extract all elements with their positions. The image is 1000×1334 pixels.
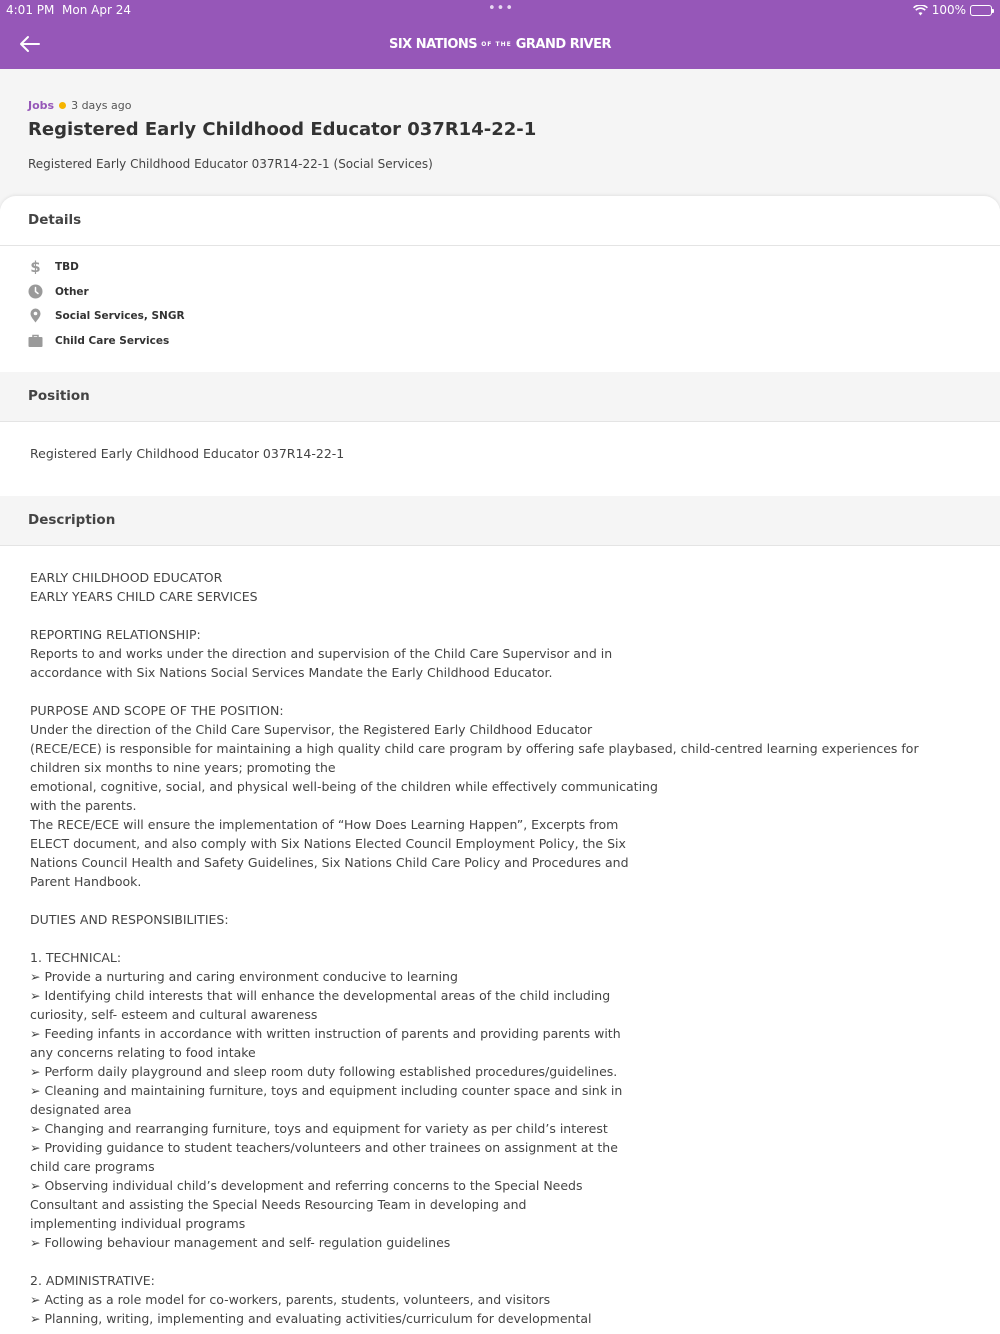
detail-department-label: Child Care Services (55, 334, 170, 347)
battery-icon (970, 5, 992, 16)
detail-salary (28, 259, 79, 274)
multitasking-dots-icon[interactable]: ••• (488, 1, 515, 16)
status-indicators (913, 3, 992, 17)
details-heading: Details (28, 212, 82, 228)
detail-salary-label: TBD (55, 260, 79, 273)
divider (0, 545, 1000, 546)
brand-logo (0, 37, 1000, 52)
app-header (0, 0, 1000, 69)
page-title: Registered Early Childhood Educator 037R14-22-1 (28, 119, 537, 140)
divider (0, 245, 1000, 246)
description-body: EARLY CHILDHOOD EDUCATOR EARLY YEARS CHILD CARE SERVICES REPORTING RELATIONSHIP: Reports to and works under the direction and supervision of the Child Care Supervisor and in accordance with Six Nations Social Services Mandate the Early Childhood Educator. PURPOSE AND SCOPE OF THE POSITION: Under the direction of the Child Care Supervisor, the Registered Early Childhood Educator (RECE/ECE) is responsible for maintaining a high quality child care program by offering safe playbased, child-centred learning experiences for children six months to nine years; promoting the emotional, cognitive, social, and physical well-being of the children while effectively communicating with the parents. The RECE/ECE will ensure the implementation of “How Does Learning Happen”, Excerpts from ELECT document, and also comply with Six Nations Elected Council Employment Policy, the Six Nations Council Health and Safety Guidelines, Six Nations Child Care Policy and Procedures and Parent Handbook. DUTIES AND RESPONSIBILITIES: 1. TECHNICAL: ➢ Provide a nurturing and caring environment conducive to learning ➢ Identifying child interests that will enhance the developmental areas of the child including curiosity, self- esteem and cultural awareness ➢ Feeding infants in accordance with written instruction of parents and providing parents with any concerns relating to food intake ➢ Perform daily playground and sleep room duty following established procedures/guidelines. ➢ Cleaning and maintaining furniture, toys and equipment including counter space and sink in designated area ➢ Changing and rearranging furniture, toys and equipment for variety as per child’s interest ➢ Providing guidance to student teachers/volunteers and other trainees on assignment at the child care programs ➢ Observing individual child’s development and referring concerns to the Special Needs Consultant and assisting the Special Needs Resourcing Team in developing and implementing individual programs ➢ Following behaviour management and self- regulation guidelines 2. ADMINISTRATIVE: ➢ Acting as a role model for co-workers, parents, students, volunteers, and visitors ➢ Planning, writing, implementing and evaluating activities/curriculum for developmental (30, 570, 919, 1326)
detail-location-label: Social Services, SNGR (55, 309, 185, 322)
job-header (0, 69, 1000, 209)
brand-left: SIX NATIONS (388, 37, 478, 52)
status-date: Mon Apr 24 (62, 3, 131, 17)
position-heading: Position (28, 388, 90, 404)
battery-percent: 100% (931, 3, 966, 17)
wifi-icon (913, 5, 928, 16)
clock-icon (28, 284, 43, 299)
briefcase-icon (28, 333, 43, 348)
position-text: Registered Early Childhood Educator 037R14-22-1 (30, 446, 345, 461)
dollar-icon (28, 259, 43, 274)
location-pin-icon (28, 308, 43, 323)
position-header-band (0, 372, 1000, 422)
divider (0, 421, 1000, 422)
detail-type (28, 284, 89, 299)
breadcrumb (28, 99, 132, 112)
detail-location (28, 308, 185, 323)
status-dot-icon (59, 102, 66, 109)
page-subtitle: Registered Early Childhood Educator 037R14-22-1 (Social Services) (28, 157, 433, 171)
detail-type-label: Other (55, 285, 89, 298)
svg-text:$: $ (30, 259, 41, 274)
description-header-band (0, 496, 1000, 546)
brand-mid: OF THE (481, 41, 512, 48)
posted-age: 3 days ago (71, 99, 132, 112)
status-time: 4:01 PM (6, 3, 55, 17)
description-heading: Description (28, 512, 116, 528)
detail-department (28, 333, 169, 348)
jobs-category-link[interactable]: Jobs (28, 99, 55, 112)
brand-right: GRAND RIVER (515, 37, 611, 52)
